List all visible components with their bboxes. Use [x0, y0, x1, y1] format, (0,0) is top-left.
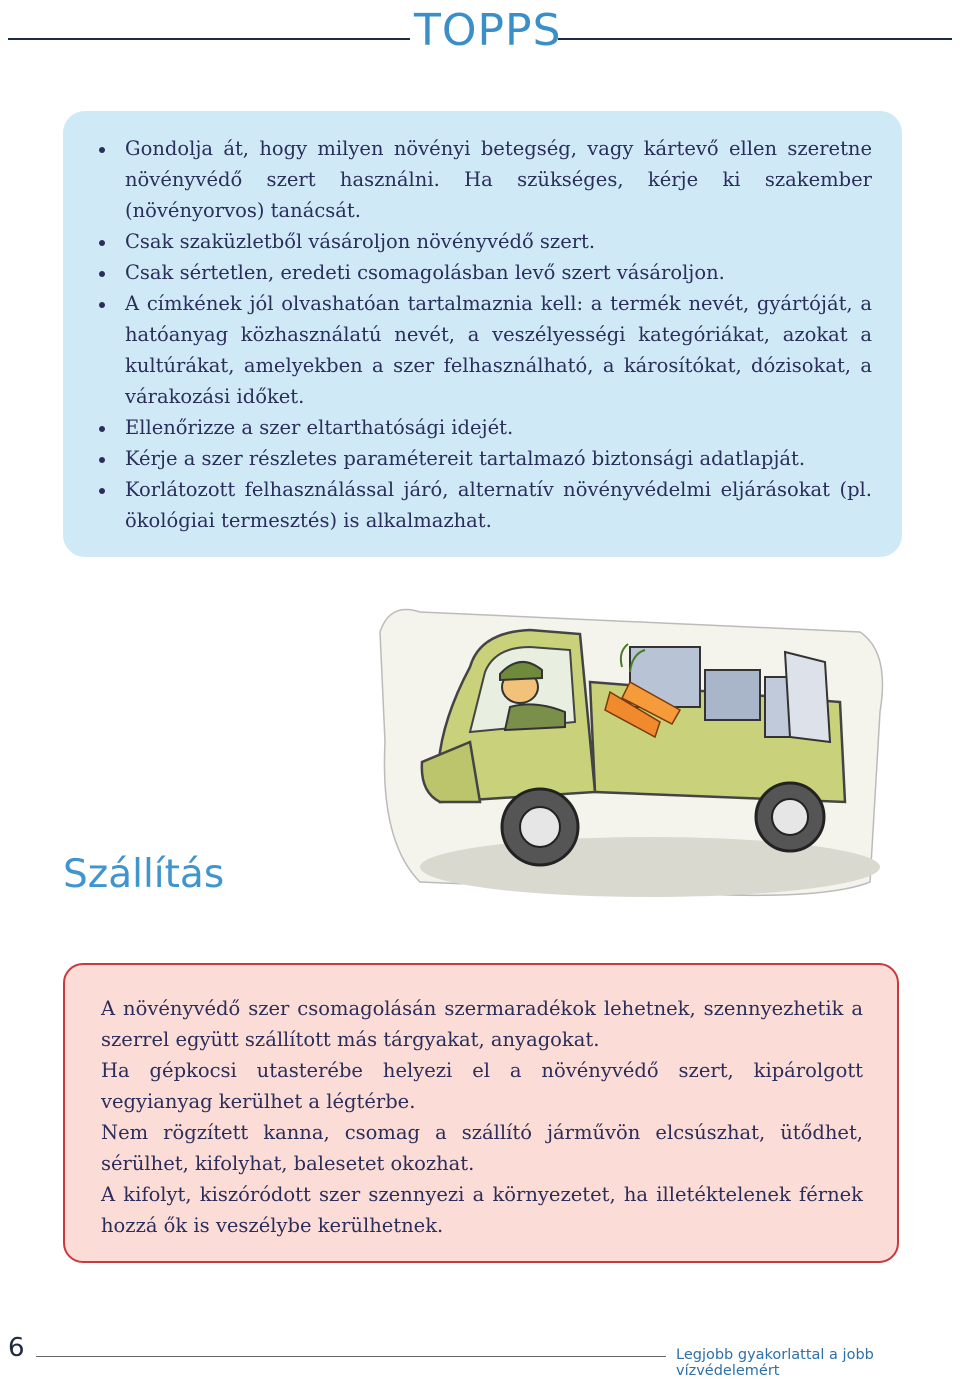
warning-paragraph: Nem rögzített kanna, csomag a szállító járművön elcsúszhat, ütődhet, sérülhet, kifolyhat, balesetet okozhat. — [101, 1121, 863, 1175]
warning-box — [63, 963, 899, 1263]
list-item: Gondolja át, hogy milyen növényi betegség, vagy kártevő ellen szeretne növényvédő szert használni. Ha szükséges, kérje ki szakember (növényorvos) tanácsát. — [63, 133, 872, 226]
list-item: Ellenőrizze a szer eltarthatósági idejét. — [63, 412, 872, 443]
list-item: Csak szaküzletből vásároljon növényvédő szert. — [63, 226, 872, 257]
bullet-icon — [99, 240, 105, 246]
bullet-icon — [99, 488, 105, 494]
list-item: Korlátozott felhasználással járó, alternatív növényvédelmi eljárásokat (pl. ökológiai termesztés) is alkalmazhat. — [63, 474, 872, 536]
bullet-icon — [99, 426, 105, 432]
section-title: Szállítás — [63, 852, 225, 897]
warning-paragraph: Ha gépkocsi utasterébe helyezi el a növényvédő szert, kipárolgott vegyianyag kerülhet a légtérbe. — [101, 1059, 863, 1113]
page-number: 6 — [8, 1333, 25, 1363]
truck-illustration — [360, 592, 900, 912]
list-item: Csak sértetlen, eredeti csomagolásban levő szert vásároljon. — [63, 257, 872, 288]
tips-list — [63, 111, 902, 536]
tips-box — [63, 111, 902, 557]
footer-rule — [36, 1356, 666, 1357]
topps-logo — [414, 0, 562, 62]
footer-tagline: Legjobb gyakorlattal a jobb vízvédelemért — [676, 1347, 874, 1379]
header-rule-left — [8, 38, 410, 40]
warning-paragraph: A növényvédő szer csomagolásán szermaradékok lehetnek, szennyezhetik a szerrel együtt szállított más tárgyakat, anyagokat. — [101, 997, 863, 1051]
logo-text: TOPPS — [414, 5, 562, 56]
bullet-icon — [99, 457, 105, 463]
list-item: A címkének jól olvashatóan tartalmaznia kell: a termék nevét, gyártóját, a hatóanyag közhasználatú nevét, a veszélyességi kategóriákat, azokat a kultúrákat, amelyekben a szer felhasználható, a károsítókat, dózisokat, a várakozási időket. — [63, 288, 872, 412]
list-item: Kérje a szer részletes paramétereit tartalmazó biztonsági adatlapját. — [63, 443, 872, 474]
header-rule-right — [558, 38, 952, 40]
bullet-icon — [99, 302, 105, 308]
warning-paragraph: A kifolyt, kiszóródott szer szennyezi a környezetet, ha illetéktelenek férnek hozzá ők is veszélybe kerülhetnek. — [101, 1183, 863, 1237]
bullet-icon — [99, 147, 105, 153]
bullet-icon — [99, 271, 105, 277]
